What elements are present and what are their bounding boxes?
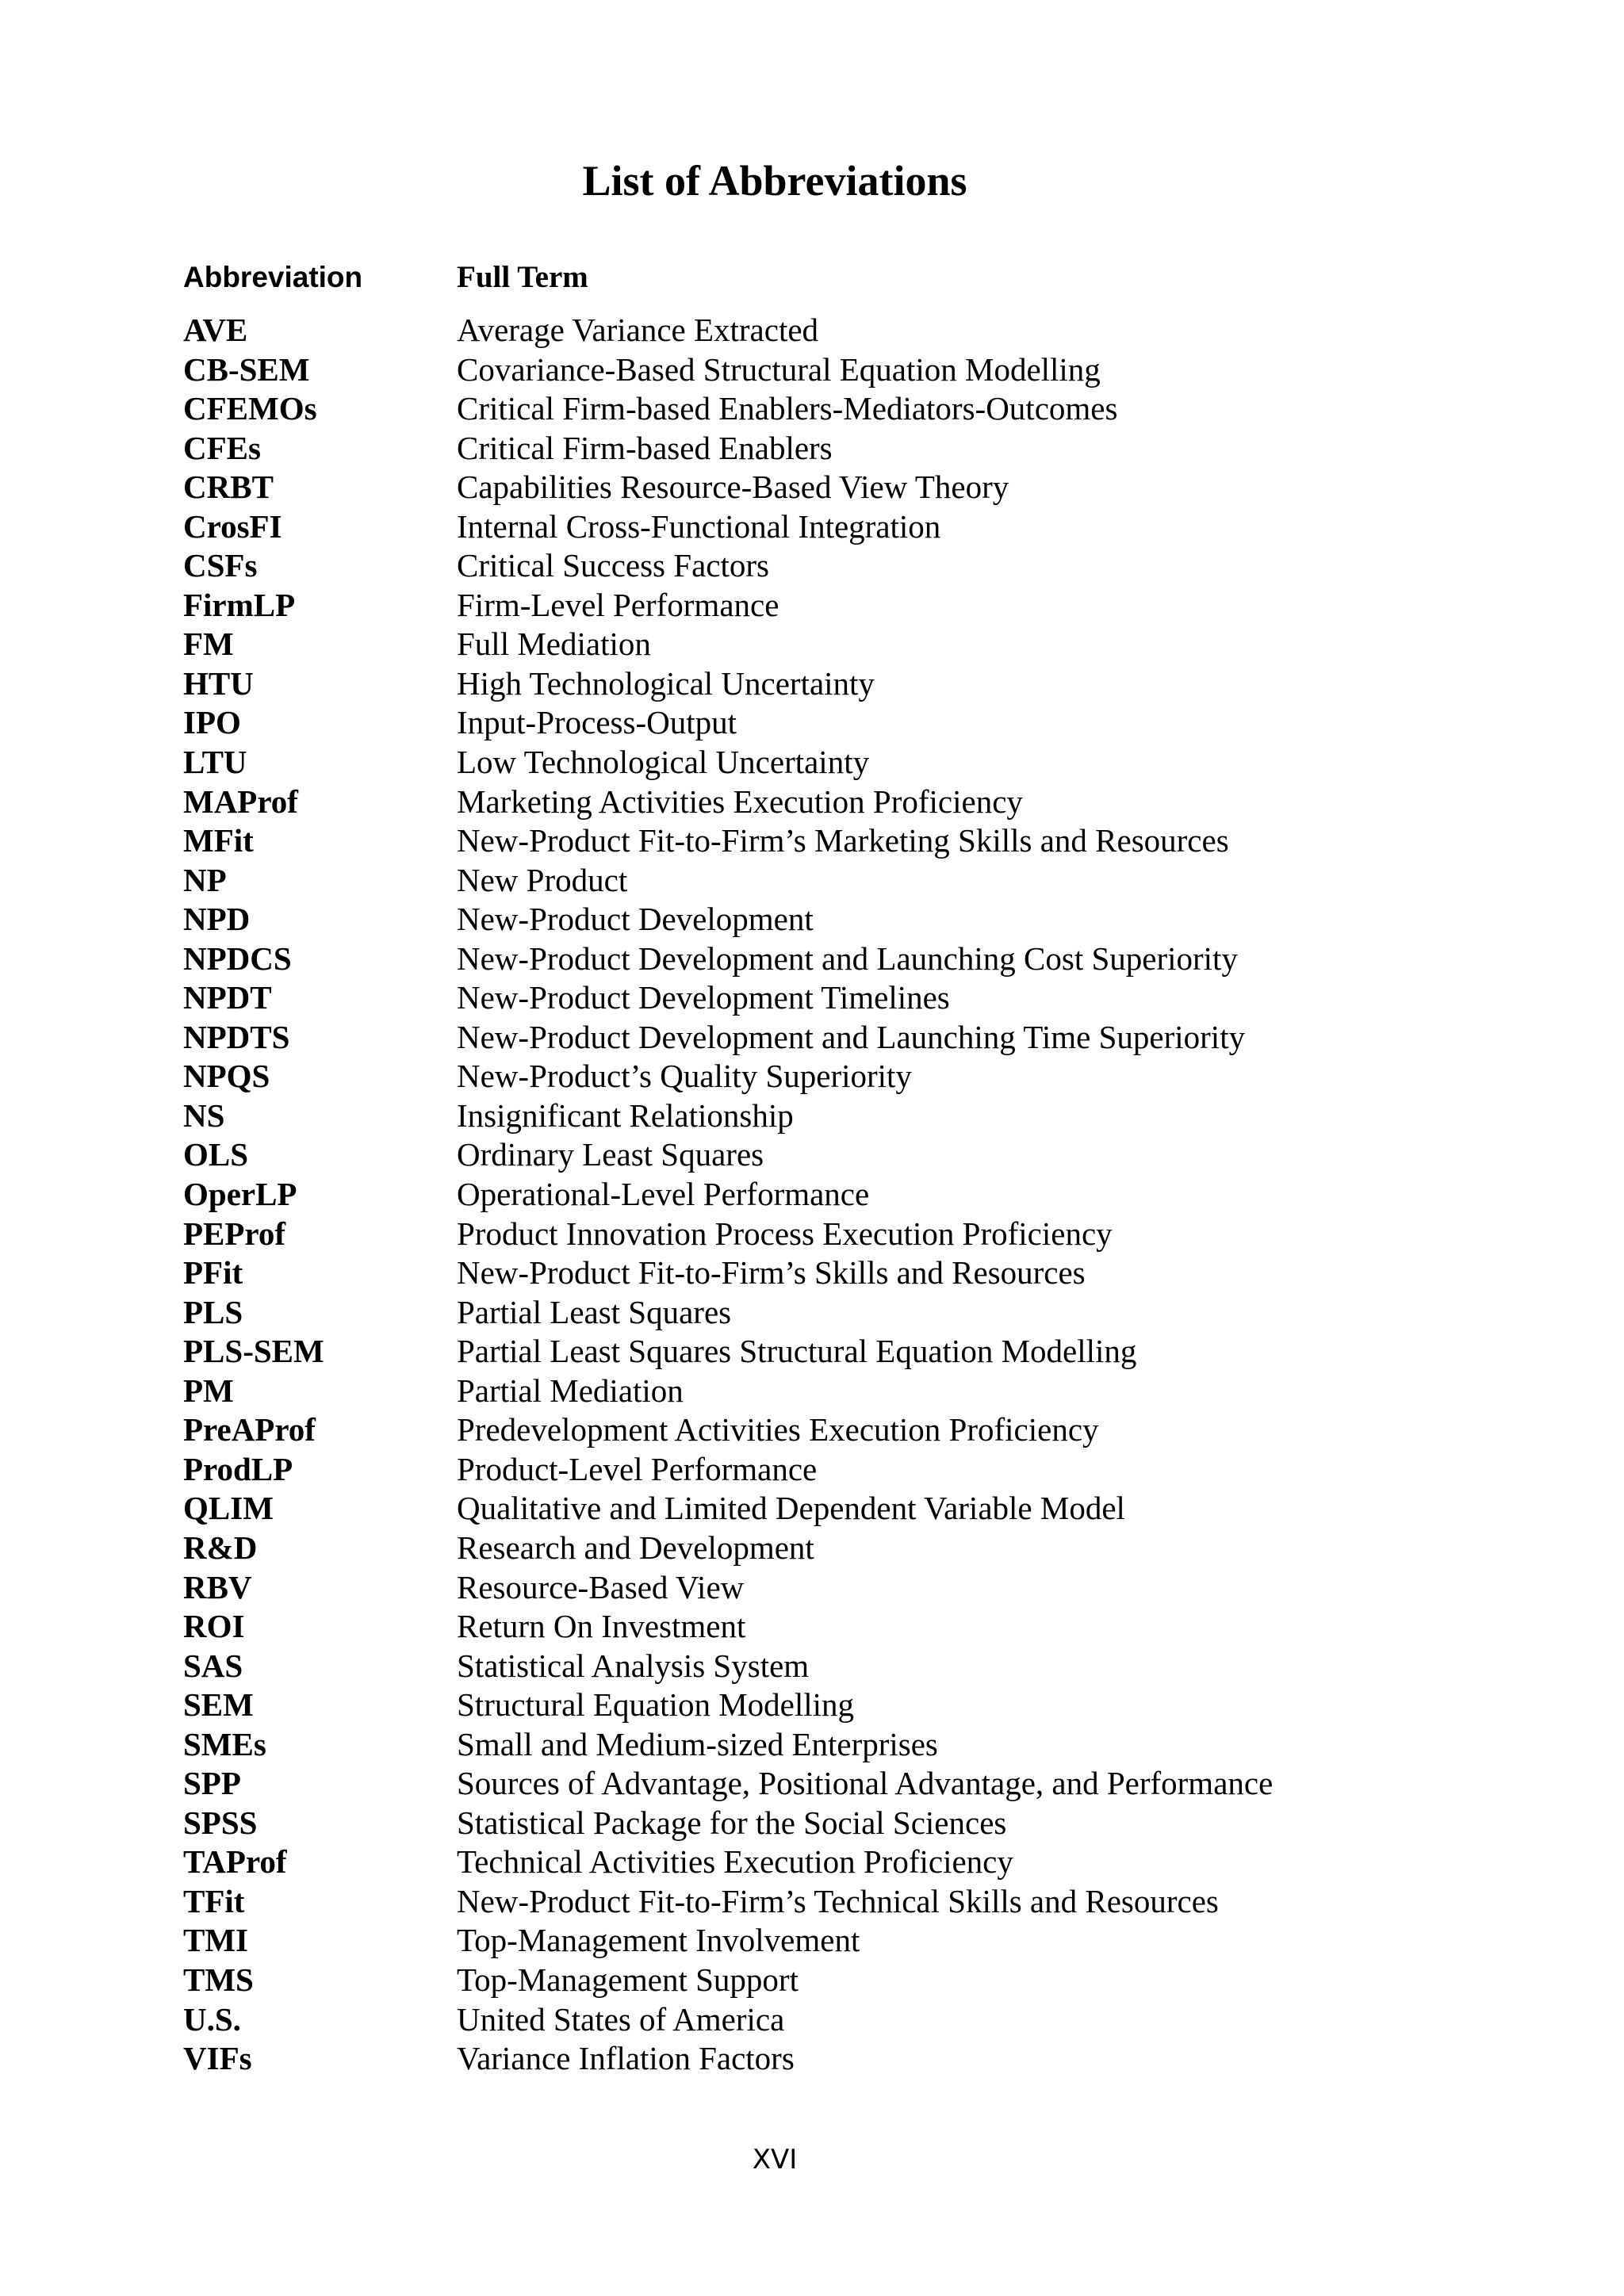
table-header [183,258,1531,297]
abbreviation-cell: NPDT [183,979,272,1016]
full-term-cell: Firm-Level Performance [457,586,779,623]
abbreviation-cell: SEM [183,1686,254,1724]
table-row [183,350,1531,390]
table-row [183,1135,1531,1175]
abbreviation-cell: AVE [183,312,248,348]
full-term-cell: Covariance-Based Structural Equation Modelling [457,350,1101,388]
full-term-cell: New-Product’s Quality Superiority [457,1058,912,1095]
abbreviation-cell: NS [183,1096,225,1134]
full-term-cell: Ordinary Least Squares [457,1136,764,1173]
abbreviation-cell: NPDCS [183,939,292,977]
page-title: List of Abbreviations [582,157,967,205]
abbreviation-cell: LTU [183,744,247,781]
abbreviation-cell: ROI [183,1608,245,1645]
full-term-cell: Critical Firm-based Enablers-Mediators-Outcomes [457,390,1118,427]
abbreviation-cell: CrosFI [183,507,282,545]
full-term-cell: Small and Medium-sized Enterprises [457,1725,938,1762]
full-term-cell: Low Technological Uncertainty [457,744,870,781]
full-term-cell: United States of America [457,2000,785,2038]
table-row [183,1215,1531,1254]
abbreviation-cell: OperLP [183,1176,297,1213]
table-row [183,1843,1531,1882]
full-term-cell: Statistical Package for the Social Sciences [457,1804,1007,1841]
table-row [183,1253,1531,1293]
table-row [183,743,1531,783]
abbreviation-cell: PM [183,1372,234,1409]
full-term-cell: Technical Activities Execution Proficiency [457,1843,1013,1881]
full-term-cell: Critical Firm-based Enablers [457,429,833,466]
abbreviation-cell: PEProf [183,1215,286,1252]
abbreviation-cell: SPP [183,1765,241,1802]
table-row [183,1489,1531,1529]
table-row [183,1647,1531,1686]
full-term-cell: Return On Investment [457,1608,746,1645]
full-term-cell: Critical Success Factors [457,547,769,584]
abbreviation-cell: TAProf [183,1843,287,1881]
table-row [183,1725,1531,1765]
table-row [183,1961,1531,2000]
table-row [183,1057,1531,1096]
abbreviation-cell: HTU [183,664,254,702]
abbreviation-cell: PreAProf [183,1411,316,1448]
abbreviation-cell: MFit [183,822,254,859]
full-term-cell: Statistical Analysis System [457,1647,810,1684]
table-row [183,821,1531,861]
full-term-column-header: Full Term [457,260,588,294]
table-row [183,507,1531,547]
abbreviation-cell: CFEMOs [183,390,317,427]
full-term-cell: Top-Management Involvement [457,1922,860,1959]
abbreviation-cell: MAProf [183,783,298,820]
table-row [183,2000,1531,2040]
abbreviation-cell: RBV [183,1568,252,1605]
table-row [183,468,1531,507]
abbreviation-cell: ProdLP [183,1450,293,1487]
full-term-cell: Product-Level Performance [457,1450,818,1487]
table-row [183,900,1531,939]
table-row [183,1686,1531,1725]
full-term-cell: Internal Cross-Functional Integration [457,507,941,545]
abbreviation-cell: R&D [183,1529,258,1566]
full-term-cell: High Technological Uncertainty [457,664,875,702]
abbreviation-cell: IPO [183,704,241,741]
full-term-cell: New-Product Development Timelines [457,979,950,1016]
full-term-cell: Top-Management Support [457,1961,799,1998]
abbreviation-cell: CFEs [183,429,261,466]
abbreviation-cell: PLS [183,1293,243,1330]
table-row [183,1529,1531,1568]
abbreviation-cell: OLS [183,1136,249,1173]
abbreviation-column-header: Abbreviation [183,261,363,293]
table-row [183,311,1531,350]
abbreviation-cell: FirmLP [183,586,296,623]
table-row [183,1332,1531,1372]
abbreviation-cell: PFit [183,1254,243,1292]
full-term-cell: Research and Development [457,1529,814,1566]
full-term-cell: New-Product Fit-to-Firm’s Technical Skills and Resources [457,1882,1219,1919]
page-number: XVI [752,2144,798,2175]
full-term-cell: Marketing Activities Execution Proficiency [457,783,1023,820]
full-term-cell: Qualitative and Limited Dependent Variable Model [457,1490,1125,1527]
full-term-cell: Input-Process-Output [457,704,737,741]
abbreviation-cell: NPQS [183,1058,270,1095]
full-term-cell: New-Product Development [457,901,814,938]
abbreviation-cell: U.S. [183,2000,241,2038]
abbreviation-cell: VIFs [183,2040,252,2077]
full-term-cell: Sources of Advantage, Positional Advantage, and Performance [457,1765,1274,1802]
table-row [183,1804,1531,1843]
abbreviation-cell: NPD [183,901,251,938]
full-term-cell: Predevelopment Activities Execution Proficiency [457,1411,1099,1448]
full-term-cell: Average Variance Extracted [457,312,819,348]
table-row [183,783,1531,822]
full-term-cell: New-Product Development and Launching Time Superiority [457,1018,1246,1055]
full-term-cell: Full Mediation [457,626,651,663]
table-row [183,978,1531,1018]
full-term-cell: Resource-Based View [457,1568,745,1605]
table-row [183,1568,1531,1608]
abbreviation-cell: TMI [183,1922,248,1959]
full-term-cell: Partial Mediation [457,1372,684,1409]
full-term-cell: New-Product Fit-to-Firm’s Marketing Skills and Resources [457,822,1229,859]
full-term-cell: Product Innovation Process Execution Proficiency [457,1215,1113,1252]
abbreviation-cell: FM [183,626,234,663]
full-term-cell: New Product [457,861,628,898]
full-term-cell: Operational-Level Performance [457,1176,870,1213]
abbreviation-cell: CB-SEM [183,350,310,388]
abbreviation-cell: NP [183,861,227,898]
abbreviation-cell: CRBT [183,469,274,506]
table-row [183,1293,1531,1333]
full-term-cell: New-Product Fit-to-Firm’s Skills and Resources [457,1254,1086,1292]
table-row [183,703,1531,743]
abbreviation-cell: PLS-SEM [183,1333,324,1370]
abbreviation-cell: QLIM [183,1490,274,1527]
abbreviation-list [183,311,1531,2079]
table-row [183,546,1531,586]
table-row [183,1096,1531,1136]
table-row [183,664,1531,704]
abbreviation-cell: TFit [183,1882,245,1919]
full-term-cell: Insignificant Relationship [457,1096,794,1134]
table-row [183,1410,1531,1450]
abbreviation-cell: NPDTS [183,1018,290,1055]
abbreviation-cell: CSFs [183,547,258,584]
table-row [183,1372,1531,1411]
full-term-cell: New-Product Development and Launching Cost Superiority [457,939,1238,977]
table-row [183,1882,1531,1922]
full-term-cell: Capabilities Resource-Based View Theory [457,469,1009,506]
table-row [183,2039,1531,2079]
table-row [183,939,1531,979]
full-term-cell: Partial Least Squares Structural Equation Modelling [457,1333,1137,1370]
table-row [183,861,1531,901]
table-row [183,1921,1531,1961]
full-term-cell: Structural Equation Modelling [457,1686,855,1724]
table-row [183,1607,1531,1647]
full-term-cell: Variance Inflation Factors [457,2040,795,2077]
table-row [183,625,1531,664]
table-row [183,1018,1531,1058]
table-row [183,389,1531,429]
abbreviation-cell: SAS [183,1647,243,1684]
table-row [183,429,1531,469]
table-row [183,1764,1531,1804]
abbreviation-cell: TMS [183,1961,254,1998]
table-row [183,586,1531,626]
abbreviation-cell: SPSS [183,1804,258,1841]
table-row [183,1450,1531,1490]
abbreviation-cell: SMEs [183,1725,266,1762]
table-row [183,1175,1531,1215]
full-term-cell: Partial Least Squares [457,1293,732,1330]
